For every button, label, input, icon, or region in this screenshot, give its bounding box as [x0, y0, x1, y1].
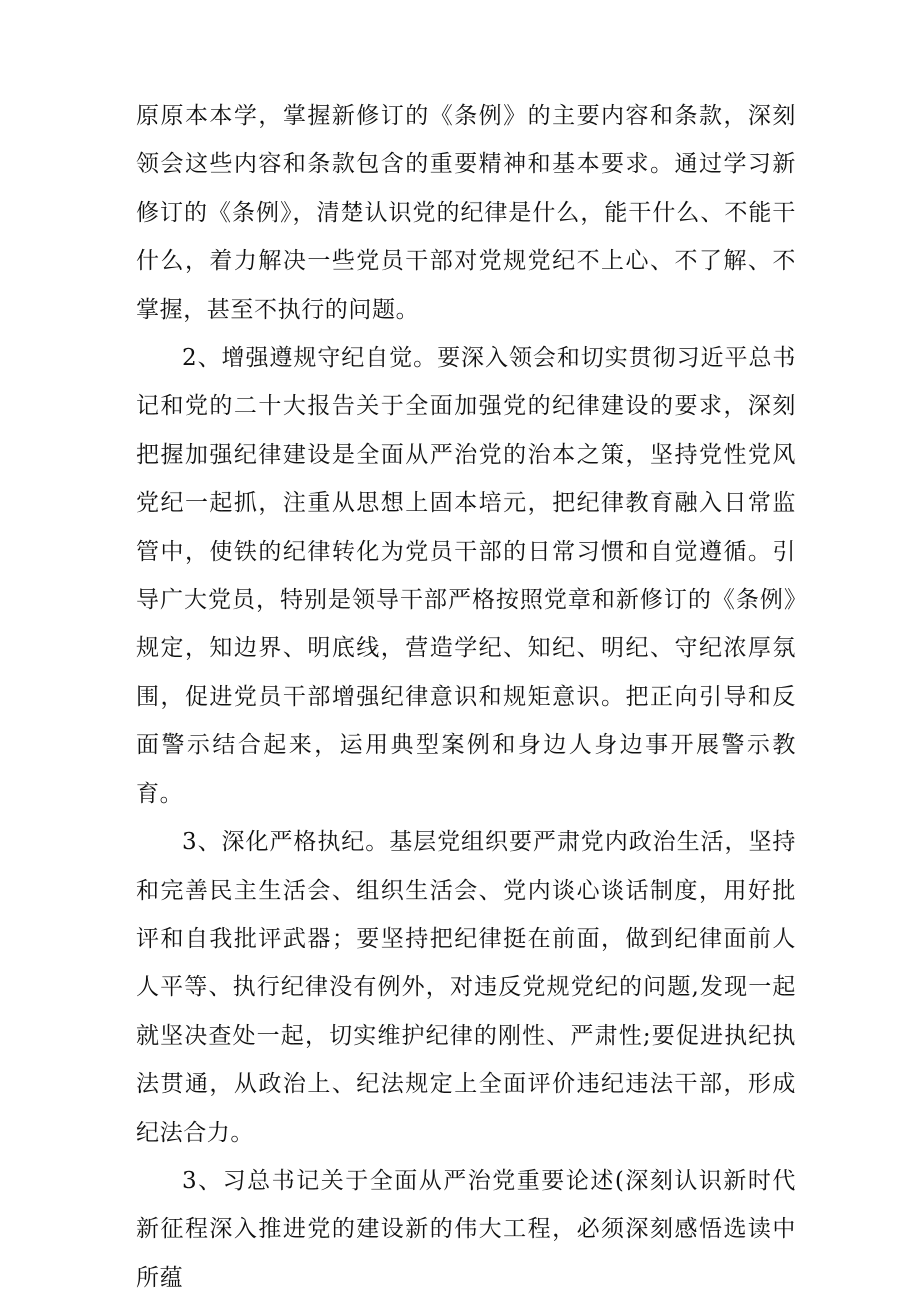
paragraph-1: 原原本本学，掌握新修订的《条例》的主要内容和条款，深刻领会这些内容和条款包含的重要精神和基本要求。通过学习新修订的《条例》，清楚认识党的纪律是什么，能干什么、不能干什么，着力解决一些党员干部对党规党纪不上心、不了解、不掌握，甚至不执行的问题。: [136, 103, 796, 323]
paragraph-4: 3、习总书记关于全面从严治党重要论述(深刻认识新时代新征程深入推进党的建设新的伟大工程，必须深刻感悟选读中所蕴: [136, 1167, 796, 1291]
paragraph-2: 2、增强遵规守纪自觉。要深入领会和切实贯彻习近平总书记和党的二十大报告关于全面加强党的纪律建设的要求，深刻把握加强纪律建设是全面从严治党的治本之策，坚持党性党风党纪一起抓，注重从思想上固本培元，把纪律教育融入日常监管中，使铁的纪律转化为党员干部的日常习惯和自觉遵循。引导广大党员，特别是领导干部严格按照党章和新修订的《条例》规定，知边界、明底线，营造学纪、知纪、明纪、守纪浓厚氛围，促进党员干部增强纪律意识和规矩意识。把正向引导和反面警示结合起来，运用典型案例和身边人身边事开展警示教育。: [136, 345, 796, 807]
paragraph-3: 3、深化严格执纪。基层党组织要严肃党内政治生活，坚持和完善民主生活会、组织生活会、党内谈心谈话制度，用好批评和自我批评武器；要坚持把纪律挺在前面，做到纪律面前人人平等、执行纪律没有例外，对违反党规党纪的问题,发现一起就坚决查处一起，切实维护纪律的刚性、严肃性;要促进执纪执法贯通，从政治上、纪法规定上全面评价违纪违法干部，形成纪法合力。: [136, 829, 796, 1146]
document-body: [136, 92, 796, 1302]
